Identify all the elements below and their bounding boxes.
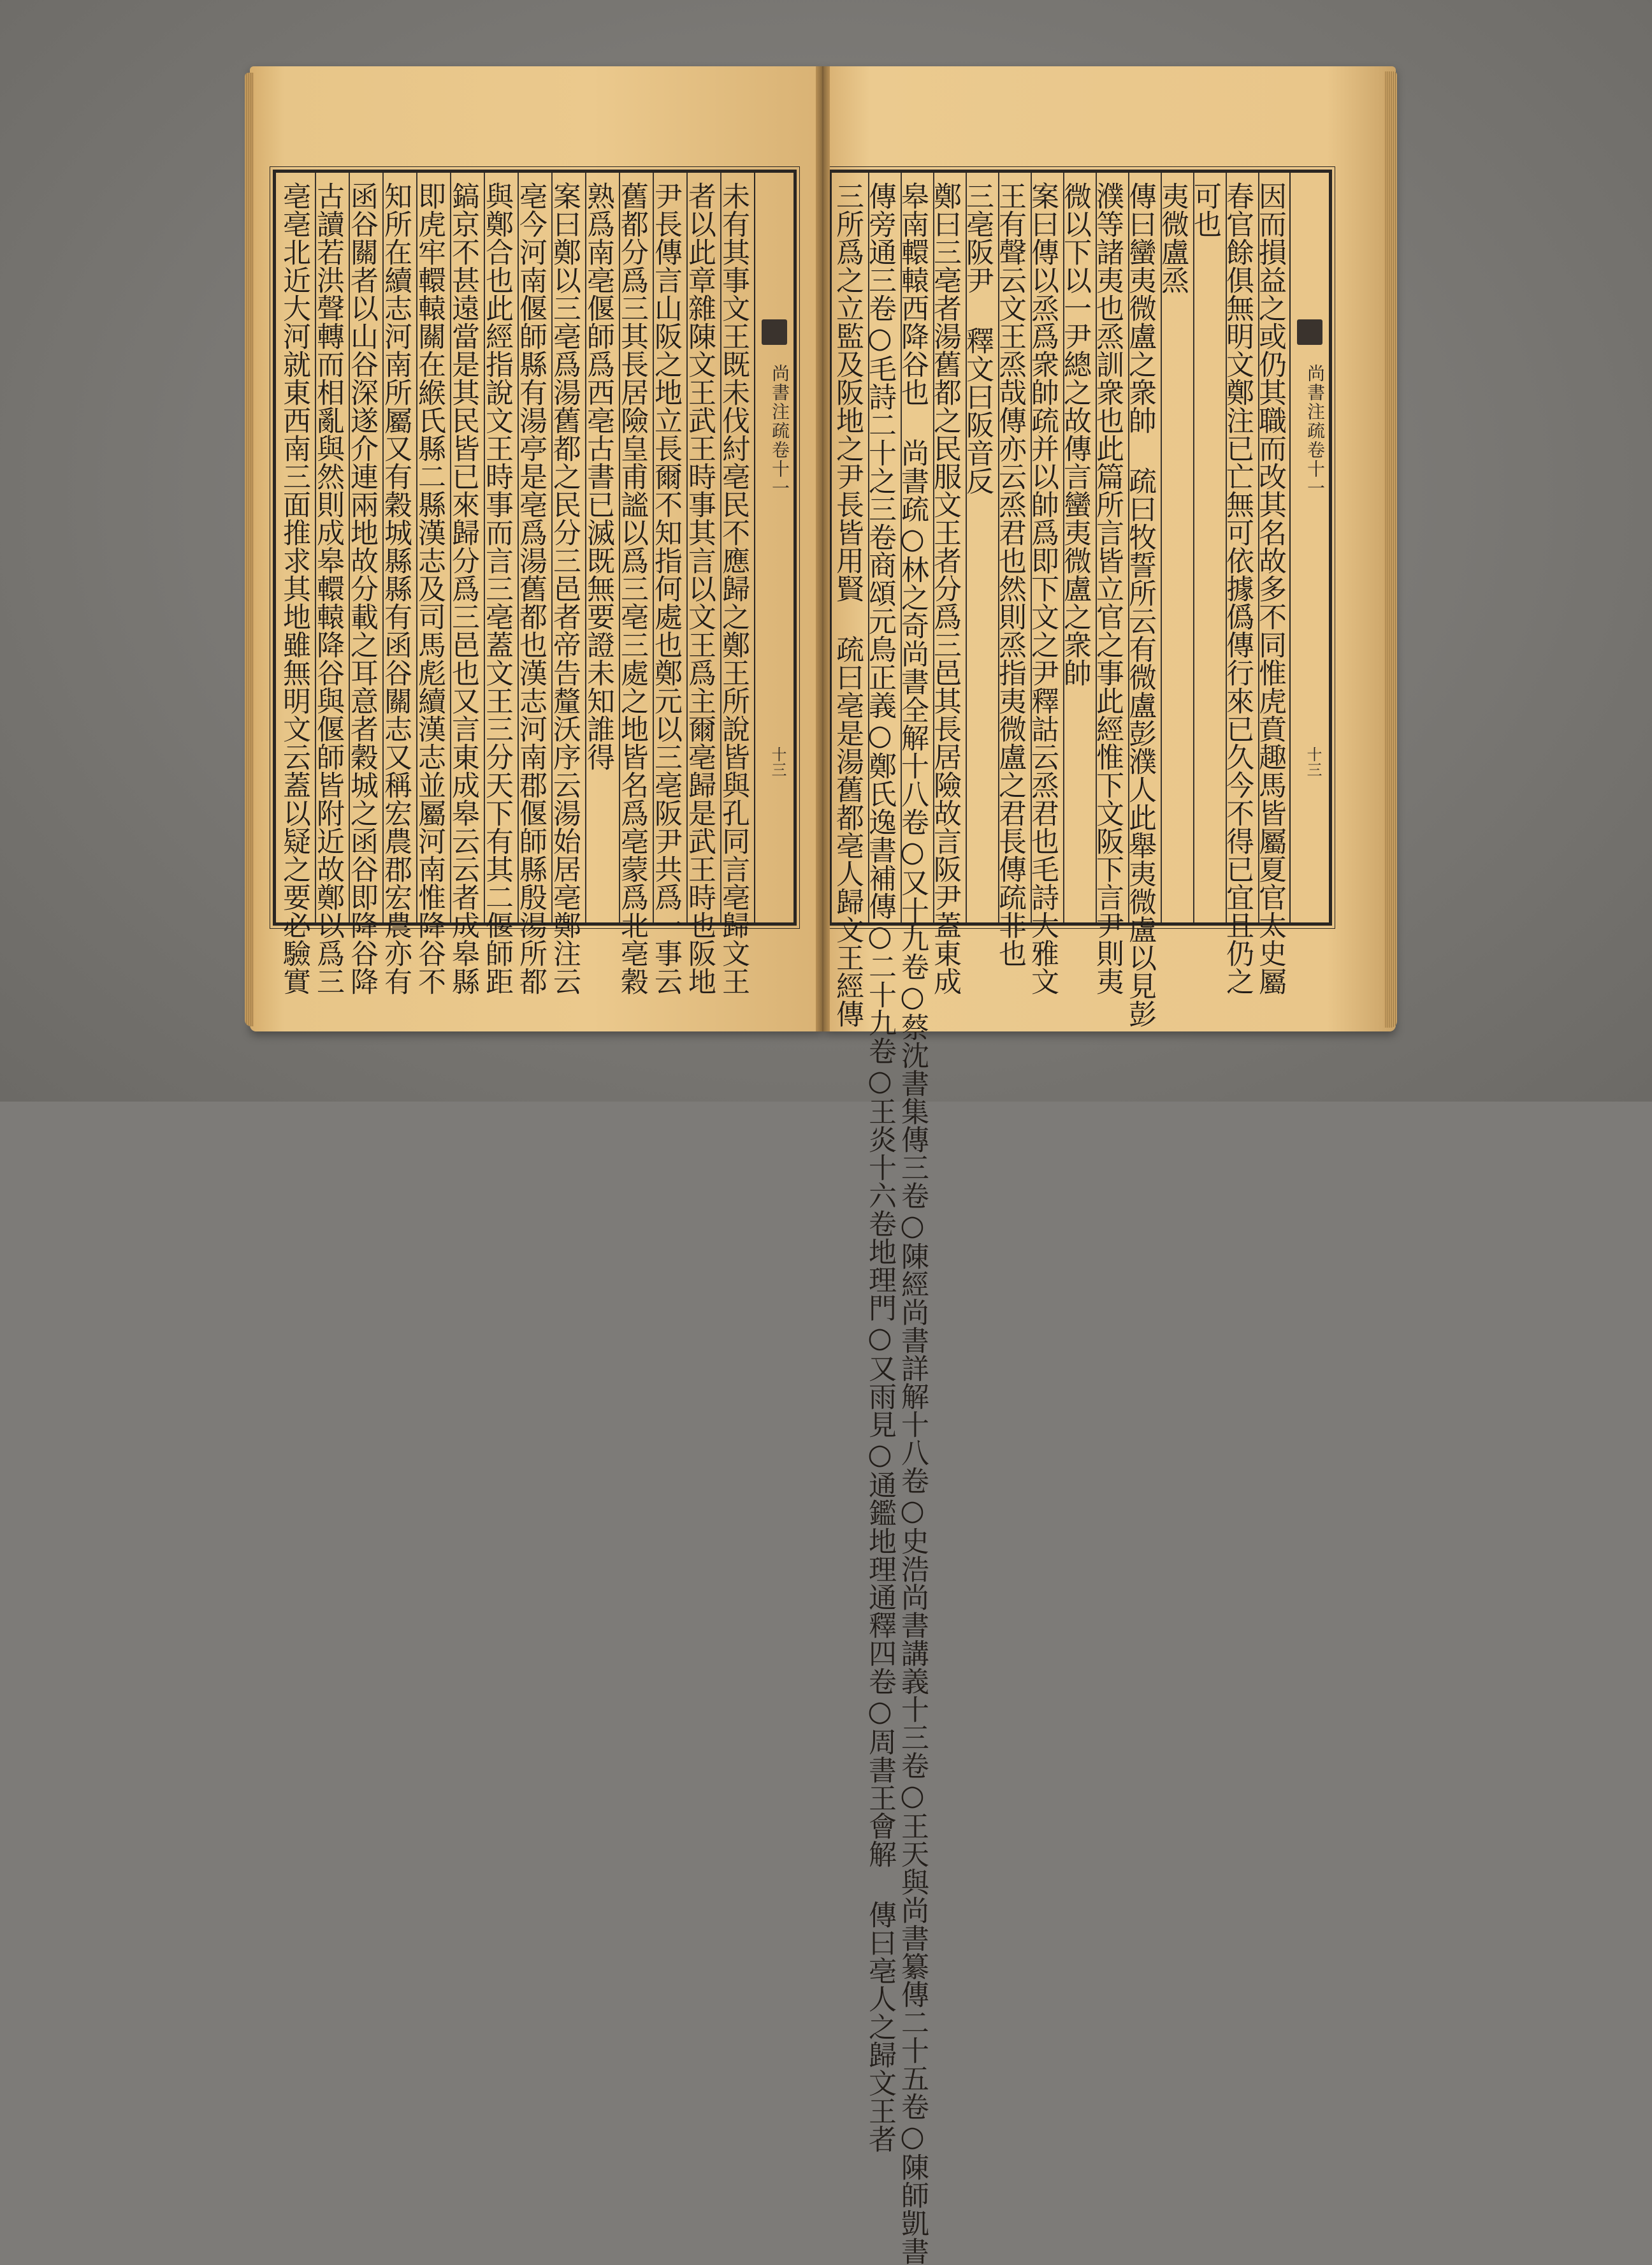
open-book <box>250 66 1396 2265</box>
right-text-frame <box>829 170 1332 2265</box>
right-folio-number: 十三 <box>1304 747 1322 777</box>
text-column: 傳旁通三卷○毛詩二十之三卷商頌元鳥正義○鄭氏逸書補傳○二十九卷○王炎十六卷地理門○又雨見○通鑑地理通釋四卷○周書王會解 傳曰亳人之歸文王者 <box>868 173 901 922</box>
text-column: 即虎牢轘轅關在緱氏縣二縣漢志及司馬彪續漢志並屬河南惟降谷不 <box>416 173 450 922</box>
left-page-edges <box>245 73 254 1026</box>
text-column: 濮等諸夷也烝訓衆也此篇所言皆立官之事此經惟下文阪下言尹則夷 <box>1096 173 1128 922</box>
text-column: 古讀若洪聲轉而相亂與然則成皋轘轅降谷與偃師皆附近故鄭以爲三 <box>315 173 349 922</box>
text-column: 三亳阪尹 釋文曰阪音反 <box>966 173 998 922</box>
left-folio-number: 十三 <box>769 747 786 777</box>
text-column: 微以下以一尹總之故傳言蠻夷微盧之衆帥 <box>1063 173 1096 922</box>
left-page <box>250 66 822 1031</box>
text-column: 者以此章雜陳文王武王時事其言以文王爲主爾亳歸是武王時也阪地 <box>686 173 720 922</box>
fishtail-mark <box>762 319 787 345</box>
text-column: 知所在續志河南所屬又有穀城縣縣有函谷關志又稱宏農郡宏農亦有 <box>382 173 416 922</box>
right-fold-margin <box>1289 173 1331 922</box>
text-column: 鎬京不甚遠當是其民皆已來歸分爲三邑也又言東成皋云云者成皋縣 <box>450 173 484 922</box>
right-page-edges <box>1384 71 1397 1028</box>
book-spine <box>816 66 830 1031</box>
left-margin-title: 尚書注疏卷十一 <box>769 364 790 498</box>
fishtail-mark <box>1297 319 1322 345</box>
text-column: 亳今河南偃師縣有湯亭是亳爲湯舊都也漢志河南郡偃師縣殷湯所都 <box>518 173 551 922</box>
text-column: 三所爲之立監及阪地之尹長皆用賢 疏曰亳是湯舊都亳人歸文王經傳 <box>831 182 864 1028</box>
left-text-columns <box>276 173 754 995</box>
text-column: 春官餘俱無明文鄭注已亡無可依據僞傳行來已久今不得已宜且仍之 <box>1226 173 1258 922</box>
text-column: 因而損益之或仍其職而改其名故多不同惟虎賁趣馬皆屬夏官太史屬 <box>1258 173 1291 922</box>
text-column: 鄭曰三亳者湯舊都之民服文王者分爲三邑其長居險故言阪尹蓋東成 <box>933 173 966 922</box>
text-column: 亳亳北近大河就東西南三面推求其地雖無明文云蓋以疑之要必驗實 <box>278 182 310 995</box>
text-column: 案曰傳以烝爲衆帥疏并以帥爲即下文之尹釋詁云烝君也毛詩大雅文 <box>1031 173 1063 922</box>
right-margin-title: 尚書注疏卷十一 <box>1305 364 1326 498</box>
text-column: 熟爲南亳偃師爲西亳古書已滅既無要證未知誰得 <box>585 173 619 922</box>
right-text-columns <box>831 173 1291 2265</box>
text-column: 傳曰蠻夷微盧之衆帥 疏曰牧誓所云有微盧彭濮人此舉夷微盧以見彭 <box>1128 173 1161 922</box>
left-fold-margin <box>754 173 796 922</box>
text-column: 尹長傳言山阪之地立長爾不知指何處也鄭元以三亳阪尹共爲一事云 <box>653 173 686 922</box>
text-column: 未有其事文王既未伐紂亳民不應歸之鄭王所說皆與孔同言亳歸文王 <box>720 173 754 922</box>
text-column: 函谷關者以山谷深遂介連兩地故分載之耳意者穀城之函谷即降谷降 <box>349 173 382 922</box>
text-column: 舊都分爲三其長居險皇甫謐以爲三亳三處之地皆名爲亳蒙爲北亳穀 <box>619 173 653 922</box>
text-column: 案曰鄭以三亳爲湯舊都之民分三邑者帝告釐沃序云湯始居亳鄭注云 <box>551 173 585 922</box>
right-page <box>825 66 1396 2265</box>
text-column: 夷微盧烝 <box>1161 173 1193 922</box>
text-column: 王有聲云文王烝哉傳亦云烝君也然則烝指夷微盧之君長傳疏非也 <box>998 173 1031 922</box>
text-column: 皋南轘轅西降谷也 尚書疏○林之奇尚書全解十八卷○又十九卷○蔡沈書集傳三卷○陳經尚書詳解十八卷○史浩尚書講義十三卷○王天與尚書纂傳二十五卷○陳師凱書 <box>901 173 933 922</box>
text-column: 與鄭合也此經指說文王時事而言三亳蓋文王三分天下有其二偃師距 <box>484 173 518 922</box>
text-column: 可也 <box>1193 173 1226 922</box>
left-text-frame <box>273 170 797 995</box>
